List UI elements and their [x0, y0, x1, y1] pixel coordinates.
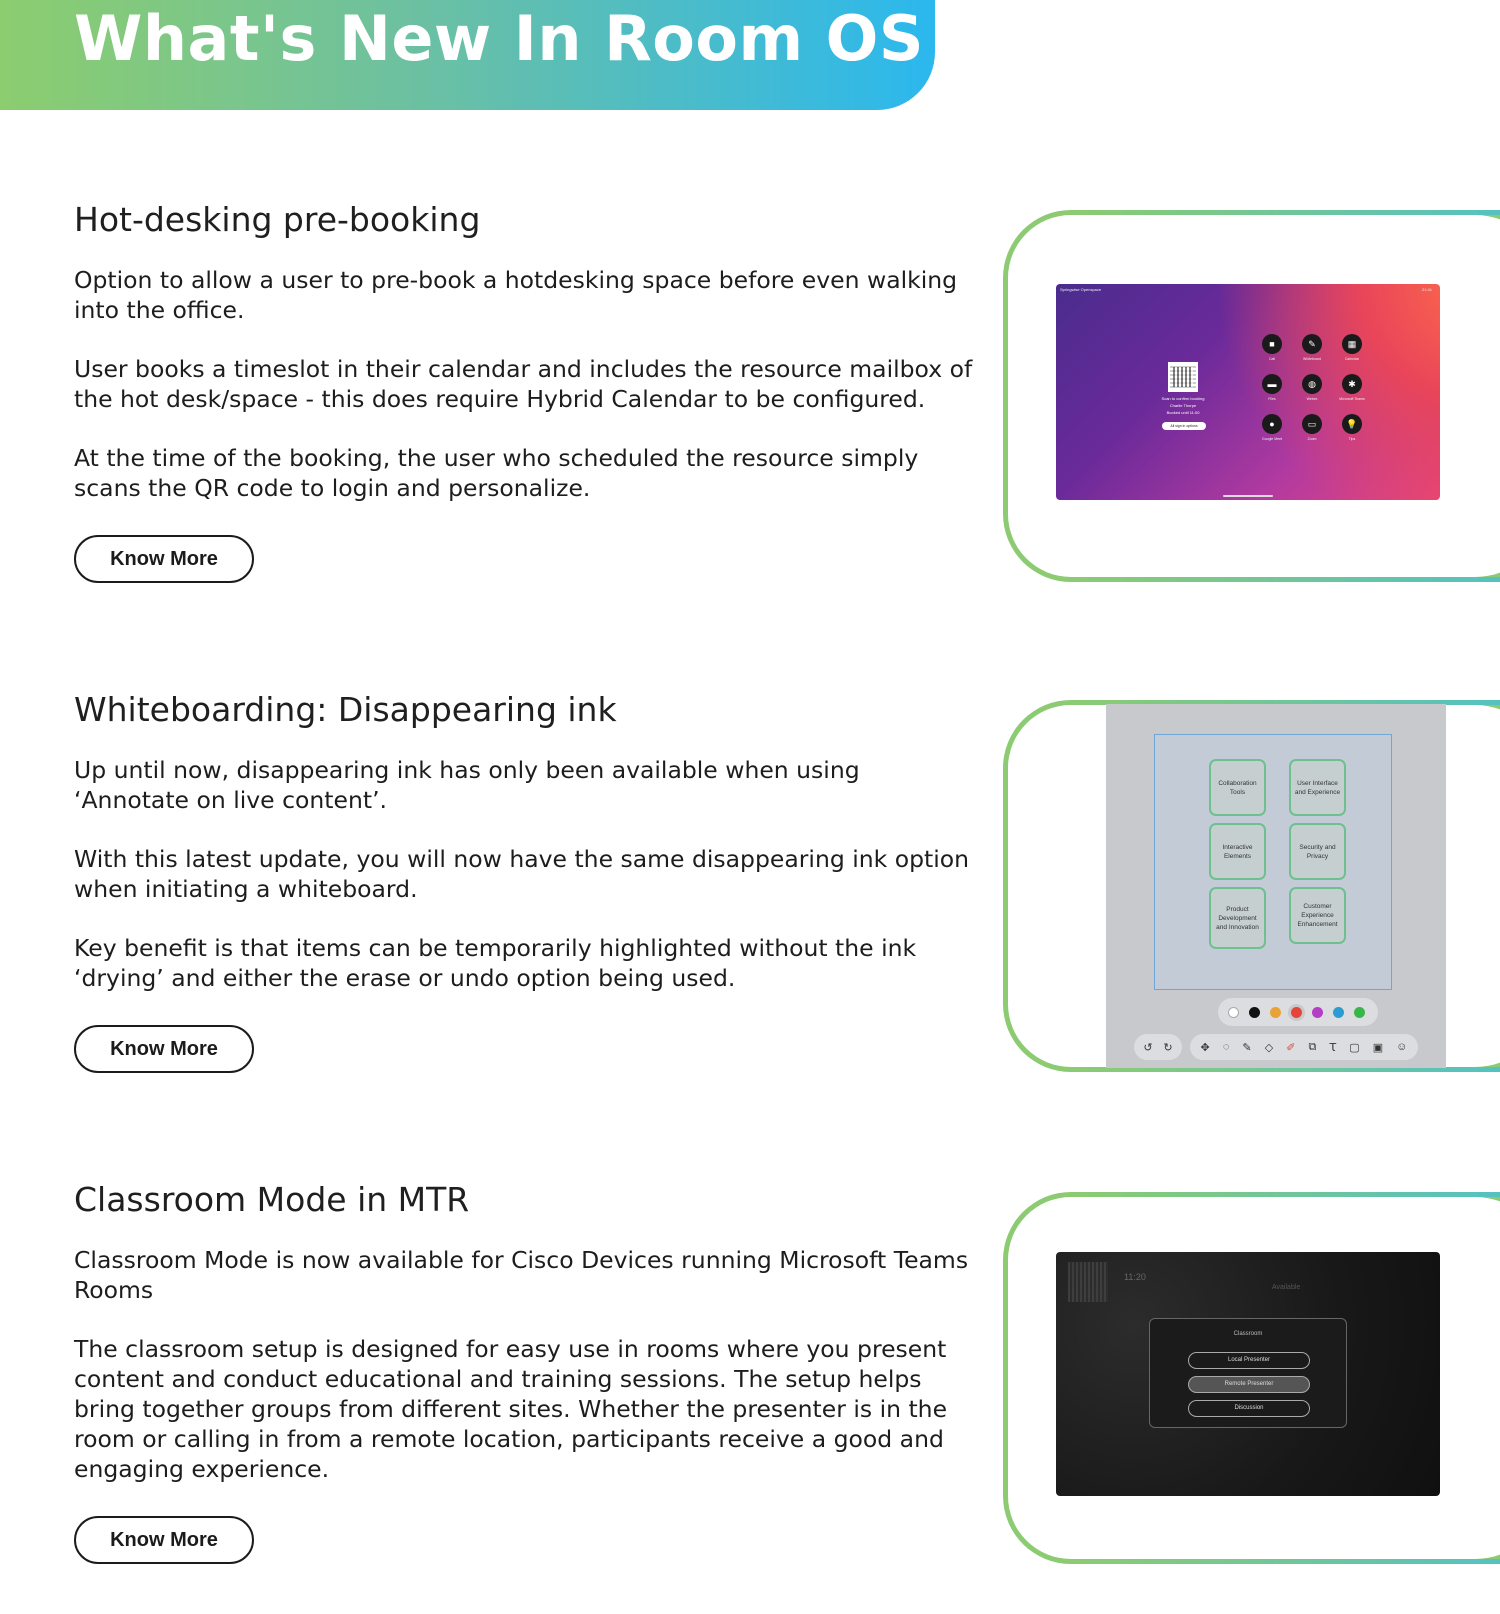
section-classroom-mode — [74, 1180, 974, 1564]
section-paragraph: With this latest update, you will now have the same disappearing ink option when initiating a whiteboard. — [74, 845, 970, 903]
sticky-note[interactable]: Security and Privacy — [1289, 823, 1346, 880]
files-icon[interactable]: ▬ — [1262, 374, 1282, 394]
section-paragraph: Up until now, disappearing ink has only been available when using ‘Annotate on live content’. — [74, 756, 860, 814]
redo-icon[interactable]: ↻ — [1163, 1041, 1173, 1054]
shapes-icon[interactable]: ⧉ — [1308, 1040, 1317, 1053]
section-paragraph: Option to allow a user to pre-book a hotdesking space before even walking into the office. — [74, 266, 958, 324]
webex-icon[interactable]: ◍ — [1302, 374, 1322, 394]
color-swatch-green[interactable] — [1354, 1007, 1365, 1018]
know-more-button[interactable]: Know More — [74, 1025, 254, 1073]
section-paragraph: Classroom Mode is now available for Cisco Devices running Microsoft Teams Rooms — [74, 1246, 969, 1304]
section-title: Hot-desking pre-booking — [74, 200, 481, 239]
color-palette — [1218, 998, 1378, 1026]
classroom-mode-dialog — [1149, 1318, 1347, 1428]
section-paragraph: User books a timeslot in their calendar and includes the resource mailbox of the hot desk/space - this does require Hybrid Calendar to be configured. — [74, 355, 973, 413]
color-swatch-purple[interactable] — [1312, 1007, 1323, 1018]
remote-presenter-option[interactable]: Remote Presenter — [1188, 1376, 1310, 1393]
page-title: What's New In Room OS — [74, 2, 925, 75]
tips-icon[interactable]: 💡 — [1342, 414, 1362, 434]
header-banner — [0, 0, 935, 110]
color-swatch-blue[interactable] — [1333, 1007, 1344, 1018]
pen-icon[interactable]: ✎ — [1242, 1041, 1252, 1054]
clock-label: 11:20 — [1124, 1272, 1146, 1282]
color-swatch-black[interactable] — [1249, 1007, 1260, 1018]
google-meet-icon[interactable]: ● — [1262, 414, 1282, 434]
color-swatch-orange[interactable] — [1270, 1007, 1281, 1018]
whiteboard-canvas[interactable] — [1154, 734, 1392, 990]
section-paragraph: At the time of the booking, the user who scheduled the resource simply scans the QR code to login and personalize. — [74, 444, 919, 502]
sticky-note[interactable]: User Interface and Experience — [1289, 759, 1346, 816]
eraser-icon[interactable]: ◇ — [1264, 1041, 1274, 1054]
discussion-option[interactable]: Discussion — [1188, 1400, 1310, 1417]
local-presenter-option[interactable]: Local Presenter — [1188, 1352, 1310, 1369]
emoji-icon[interactable]: ☺ — [1396, 1041, 1408, 1053]
section-title: Whiteboarding: Disappearing ink — [74, 690, 617, 729]
image-icon[interactable]: ▣ — [1372, 1041, 1384, 1054]
section-whiteboarding — [74, 690, 974, 1073]
qr-code — [1068, 1262, 1108, 1302]
classroom-screenshot — [1056, 1252, 1440, 1496]
move-icon[interactable]: ✥ — [1200, 1041, 1210, 1054]
sticky-note-icon[interactable]: ▢ — [1349, 1041, 1360, 1054]
location-label: Springwise Openspace — [1060, 287, 1102, 292]
app-label: Whiteboard — [1303, 357, 1321, 361]
sticky-note[interactable]: Customer Experience Enhancement — [1289, 887, 1346, 944]
home-indicator — [1223, 495, 1273, 497]
section-title: Classroom Mode in MTR — [74, 1180, 470, 1219]
sticky-note[interactable]: Interactive Elements — [1209, 823, 1266, 880]
qr-code — [1168, 362, 1198, 392]
know-more-button[interactable]: Know More — [74, 1516, 254, 1564]
call-icon[interactable]: ■ — [1262, 334, 1282, 354]
section-paragraph: Key benefit is that items can be temporarily highlighted without the ink ‘drying’ and either the erase or undo option being used. — [74, 934, 917, 992]
booked-text: Booked until 11:00 — [1166, 410, 1200, 415]
lasso-icon[interactable]: ◌ — [1222, 1041, 1230, 1053]
color-swatch-red[interactable] — [1291, 1007, 1302, 1018]
hotdesk-screenshot — [1056, 284, 1440, 500]
section-paragraph: The classroom setup is designed for easy use in rooms where you present content and conduct educational and training sessions. The setup helps bring together groups from different sites. Whether the presenter is in the room or calling in from a remote location, participants receive a good and engaging experience. — [74, 1335, 948, 1483]
app-label: Files — [1268, 397, 1276, 401]
app-label: Webex — [1306, 397, 1318, 401]
app-label: Microsoft Teams — [1339, 397, 1365, 401]
drawing-toolbar — [1190, 1034, 1418, 1060]
disappearing-ink-icon[interactable]: ✐ — [1286, 1041, 1296, 1054]
sticky-note[interactable]: Product Development and Innovation — [1209, 887, 1266, 949]
zoom-icon[interactable]: ▭ — [1302, 414, 1322, 434]
sticky-note[interactable]: Collaboration Tools — [1209, 759, 1266, 816]
whiteboard-icon[interactable]: ✎ — [1302, 334, 1322, 354]
know-more-button[interactable]: Know More — [74, 535, 254, 583]
text-icon[interactable]: Ꚍ — [1329, 1041, 1337, 1054]
calendar-icon[interactable]: ▦ — [1342, 334, 1362, 354]
whiteboard-screenshot — [1106, 704, 1446, 1068]
undo-redo-toolbar — [1134, 1034, 1182, 1060]
undo-icon[interactable]: ↺ — [1143, 1041, 1153, 1054]
app-label: Tips — [1348, 437, 1356, 441]
clock-label: 21:41 — [1421, 287, 1432, 292]
color-swatch-white[interactable] — [1228, 1007, 1239, 1018]
status-label: Available — [1272, 1284, 1301, 1291]
dialog-title: Classroom — [1233, 1331, 1263, 1337]
app-label: Call — [1268, 357, 1276, 361]
teams-icon[interactable]: ✱ — [1342, 374, 1362, 394]
sign-in-options-button[interactable]: All sign in options — [1162, 422, 1206, 430]
user-name: Charlie Thorpe — [1169, 403, 1197, 408]
app-label: Google Meet — [1261, 437, 1283, 441]
scan-text: Scan to confirm booking — [1161, 396, 1205, 401]
section-hot-desking — [74, 200, 974, 583]
app-label: Zoom — [1307, 437, 1317, 441]
app-label: Calendar — [1344, 357, 1360, 361]
